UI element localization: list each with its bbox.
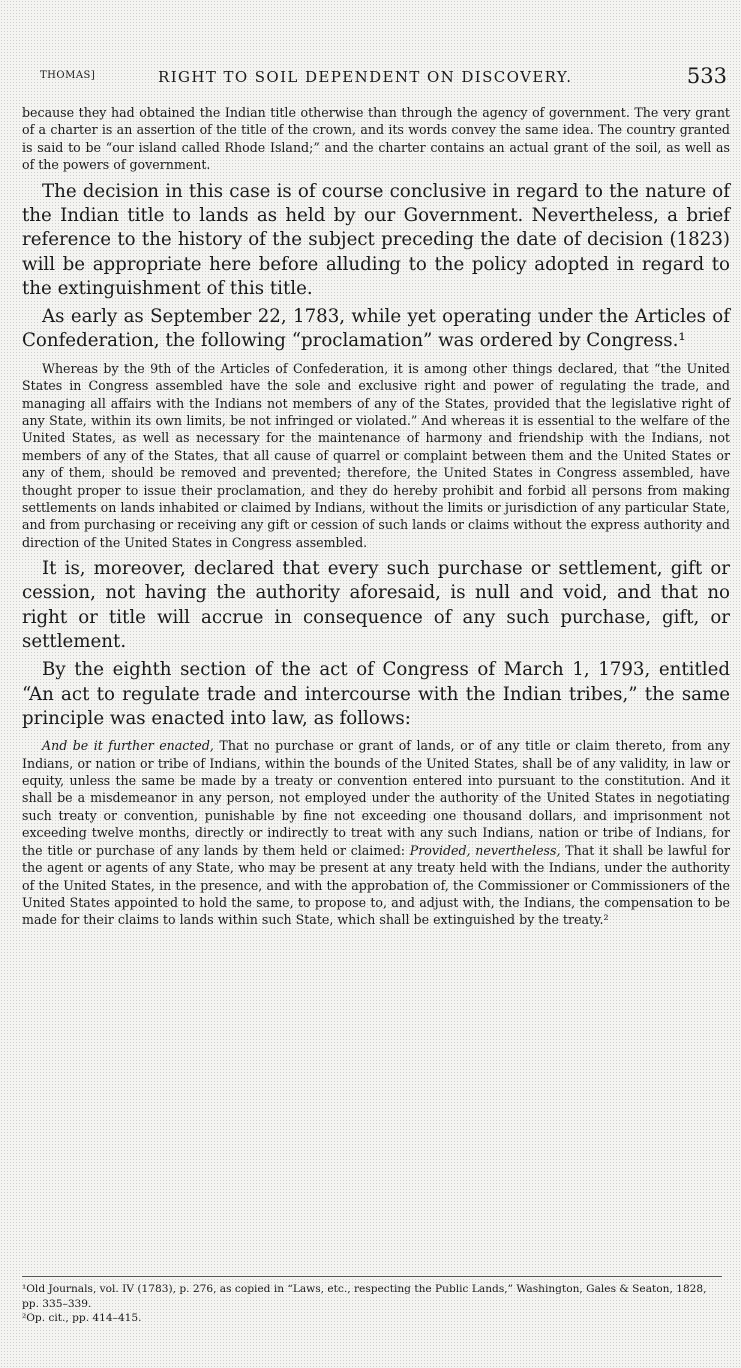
running-header — [40, 64, 727, 96]
paragraph-null-and-void: It is, moreover, declared that every such purchase or settlement, gift or cession, not having the authority aforesaid, is null and void, and that no right or title will accrue in consequence of any such purchase, gift, or settlement. — [22, 558, 730, 653]
proviso-clause: Provided, nevertheless, — [409, 842, 561, 858]
footnotes — [22, 1282, 722, 1326]
paragraph-quote-continuation: because they had obtained the Indian title otherwise than through the agency of government. The very grant of a charter is an assertion of the title of the crown, and its words convey the same idea. The country granted is said to be “our island called Rhode Island;” and the charter contains an actual grant of the soil, as well as of the powers of government. — [22, 105, 730, 173]
paragraph-act-text — [22, 737, 730, 928]
paragraph-decision: The decision in this case is of course conclusive in regard to the nature of the Indian title to lands as held by our Government. Nevertheless, a brief reference to the history of the subject preceding the date of decision (1823) will be appropriate here before alluding to the policy adopted in regard to the extinguishment of this title. — [22, 180, 730, 299]
paragraph-proclamation-intro: As early as September 22, 1783, while yet operating under the Articles of Confederation, the following “proclamation” was ordered by Congress.¹ — [22, 306, 730, 352]
page-body — [22, 104, 730, 929]
enacting-clause: And be it further enacted, — [42, 738, 214, 754]
footnote-1: ¹Old Journals, vol. IV (1783), p. 276, as copied in “Laws, etc., respecting the Public Lands,” Washington, Gales & Seaton, 1828, pp. 335–339. — [22, 1283, 707, 1310]
paragraph-act-of-1793: By the eighth section of the act of Congress of March 1, 1793, entitled “An act to regulate trade and intercourse with the Indian tribes,” the same principle was enacted into law, as follows: — [22, 659, 730, 729]
act-text-part-2: That it shall be lawful for the agent or agents of any State, who may be present at any treaty held with the Indians, under the authority of the United States, in the presence, and with the approbation of, the Commissioner or Commissioners of the United States appointed to hold the same, to propose to, and adjust with, the Indians, the compensation to be made for their claims to lands within such State, which shall be extinguished by the treaty.² — [22, 842, 730, 928]
footnote-rule — [22, 1276, 722, 1277]
footnote-2: ²Op. cit., pp. 414–415. — [22, 1312, 142, 1324]
paragraph-proclamation-text: Whereas by the 9th of the Articles of Confederation, it is among other things declared, that “the United States in Congress assembled have the sole and exclusive right and power of regulating the trade, and managing all affairs with the Indians not members of any of the States, provided that the legislative right of any State, within its own limits, be not infringed or violated.” And whereas it is essential to the welfare of the United States, as well as necessary for the maintenance of harmony and friendship with the Indians, not members of any of the States, that all cause of quarrel or complaint between them and the United States or any of them, should be removed and prevented; therefore, the United States in Congress assembled, have thought proper to issue their proclamation, and they do hereby prohibit and forbid all persons from making settlements on lands inhabited or claimed by Indians, without the limits or jurisdiction of any particular State, and from purchasing or receiving any gift or cession of such lands or claims without the express authority and direction of the United States in Congress assembled. — [22, 360, 730, 550]
page-number: 533 — [686, 64, 727, 88]
running-head-title: RIGHT TO SOIL DEPENDENT ON DISCOVERY. — [158, 68, 573, 86]
act-text-part-1: That no purchase or grant of lands, or of any title or claim thereto, from any Indians, or nation or tribe of Indians, within the bounds of the United States, shall be of any validity, in law or equity, unless the same be made by a treaty or convention entered into pursuant to the constitution. And it shall be a misdemeanor in any person, not employed under the authority of the United States in negotiating such treaty or convention, punishable by fine not exceeding one thousand dollars, and imprisonment not exceeding twelve months, directly or indirectly to treat with any such Indians, nation or tribe of Indians, for the title or purchase of any lands by them held or claimed: — [22, 738, 730, 858]
running-head-author: THOMAS] — [40, 70, 96, 81]
